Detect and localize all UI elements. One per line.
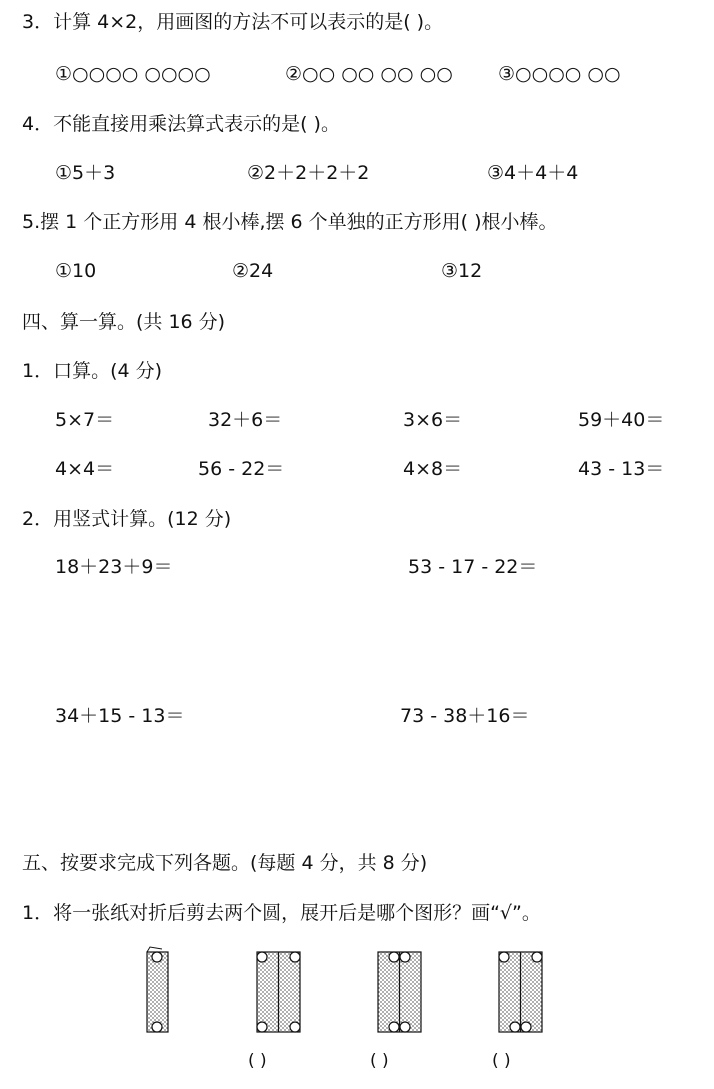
- vertical-problem: 73 - 38＋16＝: [400, 705, 530, 727]
- fold-cut-question: 1．将一张纸对折后剪去两个圆，展开后是哪个图形？画“√”。: [22, 902, 541, 924]
- unfolded-paper-option-1: [257, 952, 300, 1032]
- question-3-option-3: ③○○○○ ○○: [498, 63, 621, 85]
- unfolded-paper-option-3: [499, 952, 542, 1032]
- question-5-title: 5.摆 1 个正方形用 4 根小棒,摆 6 个单独的正方形用( )根小棒。: [22, 211, 558, 233]
- vertical-calculation-title: 2．用竖式计算。(12 分): [22, 508, 232, 530]
- oral-problem: 5×7＝: [55, 409, 115, 431]
- question-3-title: 3．计算 4×2，用画图的方法不可以表示的是( )。: [22, 11, 444, 33]
- oral-problem: 4×8＝: [403, 458, 463, 480]
- question-5-option-3: ③12: [441, 260, 483, 282]
- vertical-problem: 53 - 17 - 22＝: [408, 556, 538, 578]
- question-4-option-3: ③4＋4＋4: [487, 162, 579, 184]
- section-4-title: 四、算一算。(共 16 分): [22, 311, 226, 333]
- question-4-title: 4．不能直接用乘法算式表示的是( )。: [22, 113, 340, 135]
- oral-problem: 59＋40＝: [578, 409, 665, 431]
- oral-problem: 4×4＝: [55, 458, 115, 480]
- vertical-problem: 34＋15 - 13＝: [55, 705, 185, 727]
- section-5-title: 五、按要求完成下列各题。(每题 4 分，共 8 分): [22, 852, 428, 874]
- oral-problem: 56 - 22＝: [198, 458, 285, 480]
- oral-problem: 43 - 13＝: [578, 458, 665, 480]
- folded-paper-figure-1: [147, 947, 168, 1032]
- question-4-option-1: ①5＋3: [55, 162, 116, 184]
- question-5-option-2: ②24: [232, 260, 274, 282]
- unfolded-paper-option-2: [378, 952, 421, 1032]
- answer-blank-1[interactable]: ( ): [248, 1051, 267, 1071]
- vertical-problem: 18＋23＋9＝: [55, 556, 173, 578]
- oral-problem: 32＋6＝: [208, 409, 283, 431]
- question-3-option-2: ②○○ ○○ ○○ ○○: [285, 63, 453, 85]
- answer-blank-3[interactable]: ( ): [492, 1051, 511, 1071]
- folded-paper-figures: [0, 945, 714, 1075]
- question-5-option-1: ①10: [55, 260, 97, 282]
- question-4-option-2: ②2＋2＋2＋2: [247, 162, 370, 184]
- question-3-option-1: ①○○○○ ○○○○: [55, 63, 211, 85]
- oral-problem: 3×6＝: [403, 409, 463, 431]
- answer-blank-2[interactable]: ( ): [370, 1051, 389, 1071]
- oral-calculation-title: 1．口算。(4 分): [22, 360, 163, 382]
